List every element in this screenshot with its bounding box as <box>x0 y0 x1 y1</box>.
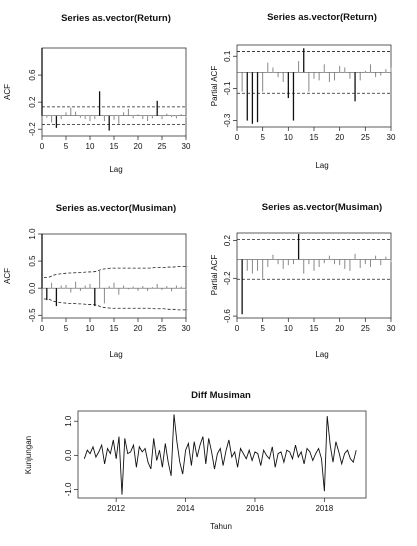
acf-return-xtick-label: 10 <box>85 142 95 151</box>
acf-return-xtick-label: 20 <box>133 142 143 151</box>
acf-return-ytick-label: -0.2 <box>28 122 37 137</box>
acf-return-xtick-label: 30 <box>181 142 191 151</box>
pacf-return-ytick-label: -0.3 <box>223 113 232 128</box>
pacf-return-title: Series as.vector(Return) <box>267 12 377 23</box>
diff-musiman-series-line <box>84 414 356 494</box>
acf-musiman-conf-lower <box>44 299 188 310</box>
pacf-return-ylabel: Partial ACF <box>210 65 219 107</box>
acf-musiman-conf-upper <box>44 267 188 278</box>
pacf-musiman-panel <box>210 202 396 359</box>
acf-return-xtick-label: 5 <box>63 142 69 151</box>
acf-return-panel <box>3 13 191 174</box>
pacf-return-panel <box>210 12 396 170</box>
pacf-return-xtick-label: 20 <box>335 133 345 142</box>
acf-musiman-xtick-label: 25 <box>157 324 167 333</box>
acf-musiman-xtick-label: 5 <box>63 324 69 333</box>
acf-musiman-xtick-label: 15 <box>109 324 119 333</box>
pacf-return-xtick-label: 10 <box>283 133 293 142</box>
pacf-return-xtick-label: 0 <box>234 133 240 142</box>
acf-musiman-title: Series as.vector(Musiman) <box>55 203 177 214</box>
pacf-musiman-xtick-label: 15 <box>309 324 319 333</box>
acf-return-ytick-label: 0.6 <box>28 69 37 81</box>
pacf-musiman-ytick-label: -0.6 <box>223 309 232 324</box>
pacf-musiman-xlabel: Lag <box>315 350 329 359</box>
pacf-return-xtick-label: 25 <box>360 133 370 142</box>
pacf-musiman-xtick-label: 25 <box>360 324 370 333</box>
pacf-musiman-xtick-label: 30 <box>386 324 396 333</box>
acf-musiman-xtick-label: 0 <box>39 324 45 333</box>
diff-musiman-xtick-label: 2014 <box>176 504 195 513</box>
acf-return-xtick-label: 0 <box>39 142 45 151</box>
pacf-musiman-ytick-label: 0.2 <box>223 234 232 247</box>
acf-return-xtick-label: 25 <box>157 142 167 151</box>
acf-musiman-ylabel: ACF <box>3 268 12 284</box>
pacf-return-ytick-label: -0.1 <box>223 81 232 96</box>
acf-musiman-ytick-label: 1.0 <box>28 228 37 240</box>
pacf-musiman-ylabel: Partial ACF <box>210 254 219 296</box>
diff-musiman-ytick-label: -1.0 <box>64 482 73 497</box>
pacf-musiman-title: Series as.vector(Musiman) <box>261 202 383 213</box>
acf-return-ylabel: ACF <box>3 84 12 100</box>
diff-musiman-ytick-label: 1.0 <box>64 415 73 427</box>
acf-return-xlabel: Lag <box>109 165 123 174</box>
acf-musiman-xtick-label: 20 <box>133 324 143 333</box>
pacf-return-ytick-label: 0.1 <box>223 50 232 62</box>
diff-musiman-ytick-label: 0.0 <box>64 449 73 461</box>
pacf-return-xtick-label: 15 <box>309 133 319 142</box>
acf-musiman-ytick-label: 0.5 <box>28 255 37 267</box>
pacf-musiman-xtick-label: 5 <box>260 324 265 333</box>
acf-musiman-xlabel: Lag <box>109 350 123 359</box>
diff-musiman-xtick-label: 2018 <box>315 504 334 513</box>
acf-musiman-ytick-label: -0.5 <box>28 308 37 323</box>
acf-musiman-frame <box>42 234 186 318</box>
diff-musiman-xtick-label: 2016 <box>246 504 264 513</box>
acf-return-ytick-label: 0.2 <box>28 96 37 108</box>
diff-musiman-panel <box>24 390 366 531</box>
acf-return-xtick-label: 15 <box>109 142 119 151</box>
acf-musiman-xtick-label: 30 <box>181 324 191 333</box>
acf-return-frame <box>42 48 186 136</box>
acf-musiman-panel <box>3 203 191 359</box>
pacf-return-frame <box>237 45 391 127</box>
pacf-musiman-xtick-label: 0 <box>234 324 240 333</box>
pacf-musiman-ytick-label: -0.2 <box>223 271 232 286</box>
diff-musiman-xtick-label: 2012 <box>107 504 126 513</box>
pacf-return-xtick-label: 5 <box>260 133 265 142</box>
acf-musiman-ytick-label: 0.0 <box>28 282 37 294</box>
acf-return-title: Series as.vector(Return) <box>61 13 171 24</box>
diff-musiman-title: Diff Musiman <box>191 390 251 401</box>
pacf-musiman-xtick-label: 20 <box>335 324 345 333</box>
pacf-musiman-frame <box>237 233 391 318</box>
diff-musiman-ylabel: Kunjungan <box>24 435 33 475</box>
acf-musiman-xtick-label: 10 <box>85 324 95 333</box>
pacf-return-xlabel: Lag <box>315 161 329 170</box>
diff-musiman-xlabel: Tahun <box>210 522 232 531</box>
pacf-musiman-xtick-label: 10 <box>283 324 293 333</box>
pacf-return-xtick-label: 30 <box>386 133 396 142</box>
